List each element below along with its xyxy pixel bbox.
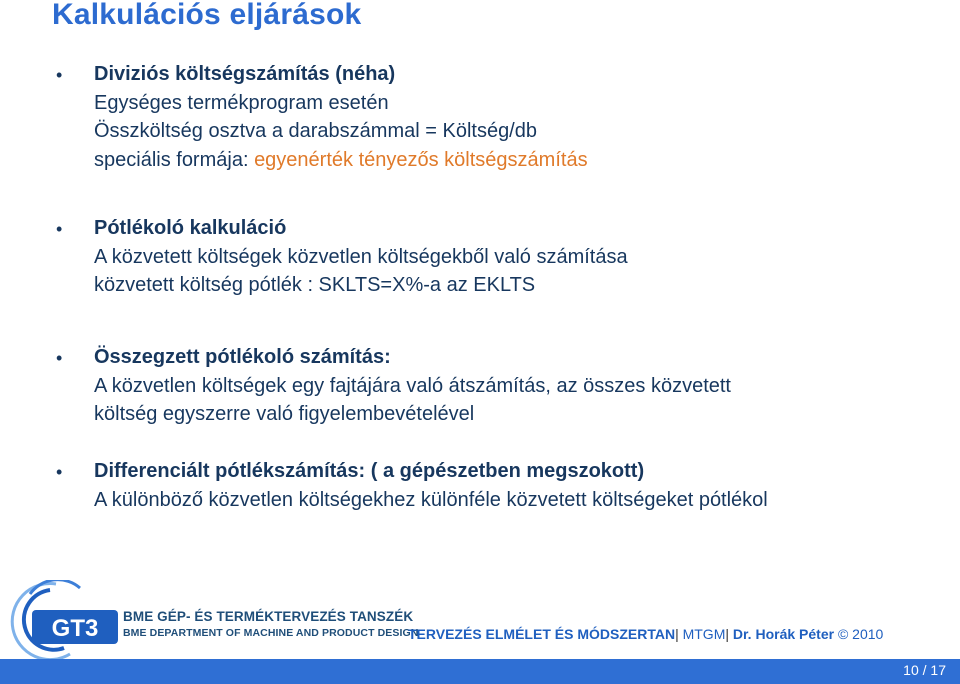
slide-title: Kalkulációs eljárások — [52, 0, 362, 31]
page-bar — [0, 659, 960, 684]
bullet-line: Egységes termékprogram esetén — [94, 91, 389, 114]
author-name: Dr. Horák Péter — [732, 626, 835, 642]
copyright: © 2010 — [837, 626, 884, 642]
bullet-heading: Differenciált pótlékszámítás: ( a gépészetben megszokott) — [94, 460, 645, 482]
logo-text: GT3 — [51, 615, 99, 642]
accent-term: egyenérték tényezős költségszámítás — [254, 148, 588, 171]
bullet-dot: • — [56, 462, 63, 482]
accent-prefix: speciális formája: — [94, 148, 255, 171]
bullet-line: A különböző közvetlen költségekhez különféle közvetett költségeket pótlékol — [94, 488, 768, 511]
gt3-logo-icon — [10, 580, 122, 660]
page-number: 10 / 17 — [903, 662, 946, 678]
bullet-dot: • — [56, 348, 63, 368]
bullet-heading: Pótlékoló kalkuláció — [94, 217, 287, 239]
bullet-line — [94, 146, 588, 175]
bullet-divisional-costing — [56, 60, 588, 174]
footer — [0, 574, 960, 659]
bullet-heading: Összegzett pótlékoló számítás: — [94, 346, 391, 368]
unit-code: MTGM — [682, 626, 726, 642]
bullet-dot: • — [56, 65, 63, 85]
course-name: TERVEZÉS ELMÉLET ÉS MÓDSZERTAN — [408, 626, 676, 642]
bullet-summary-surcharge — [56, 343, 731, 429]
bullet-surcharge-costing — [56, 214, 628, 300]
bullet-heading: Diviziós költségszámítás (néha) — [94, 63, 396, 85]
bullet-line: közvetett költség pótlék : SKLTS=X%-a az EKLTS — [94, 274, 536, 296]
department-name-en: BME DEPARTMENT OF MACHINE AND PRODUCT DESIGN — [123, 627, 419, 639]
bullet-line: A közvetlen költségek egy fajtájára való átszámítás, az összes közvetett — [94, 374, 731, 397]
department-name-hu: BME GÉP- ÉS TERMÉKTERVEZÉS TANSZÉK — [123, 609, 414, 624]
bullet-differentiated-surcharge — [56, 457, 768, 514]
bullet-dot: • — [56, 219, 63, 239]
bullet-line: A közvetett költségek közvetlen költségekből való számítása — [94, 245, 628, 268]
bullet-line: költség egyszerre való figyelembevételével — [94, 403, 475, 425]
footer-credit: TERVEZÉS ELMÉLET ÉS MÓDSZERTAN| MTGM| Dr. Horák Péter © 2010 — [408, 626, 884, 642]
bullet-line: Összköltség osztva a darabszámmal = Költség/db — [94, 120, 537, 142]
